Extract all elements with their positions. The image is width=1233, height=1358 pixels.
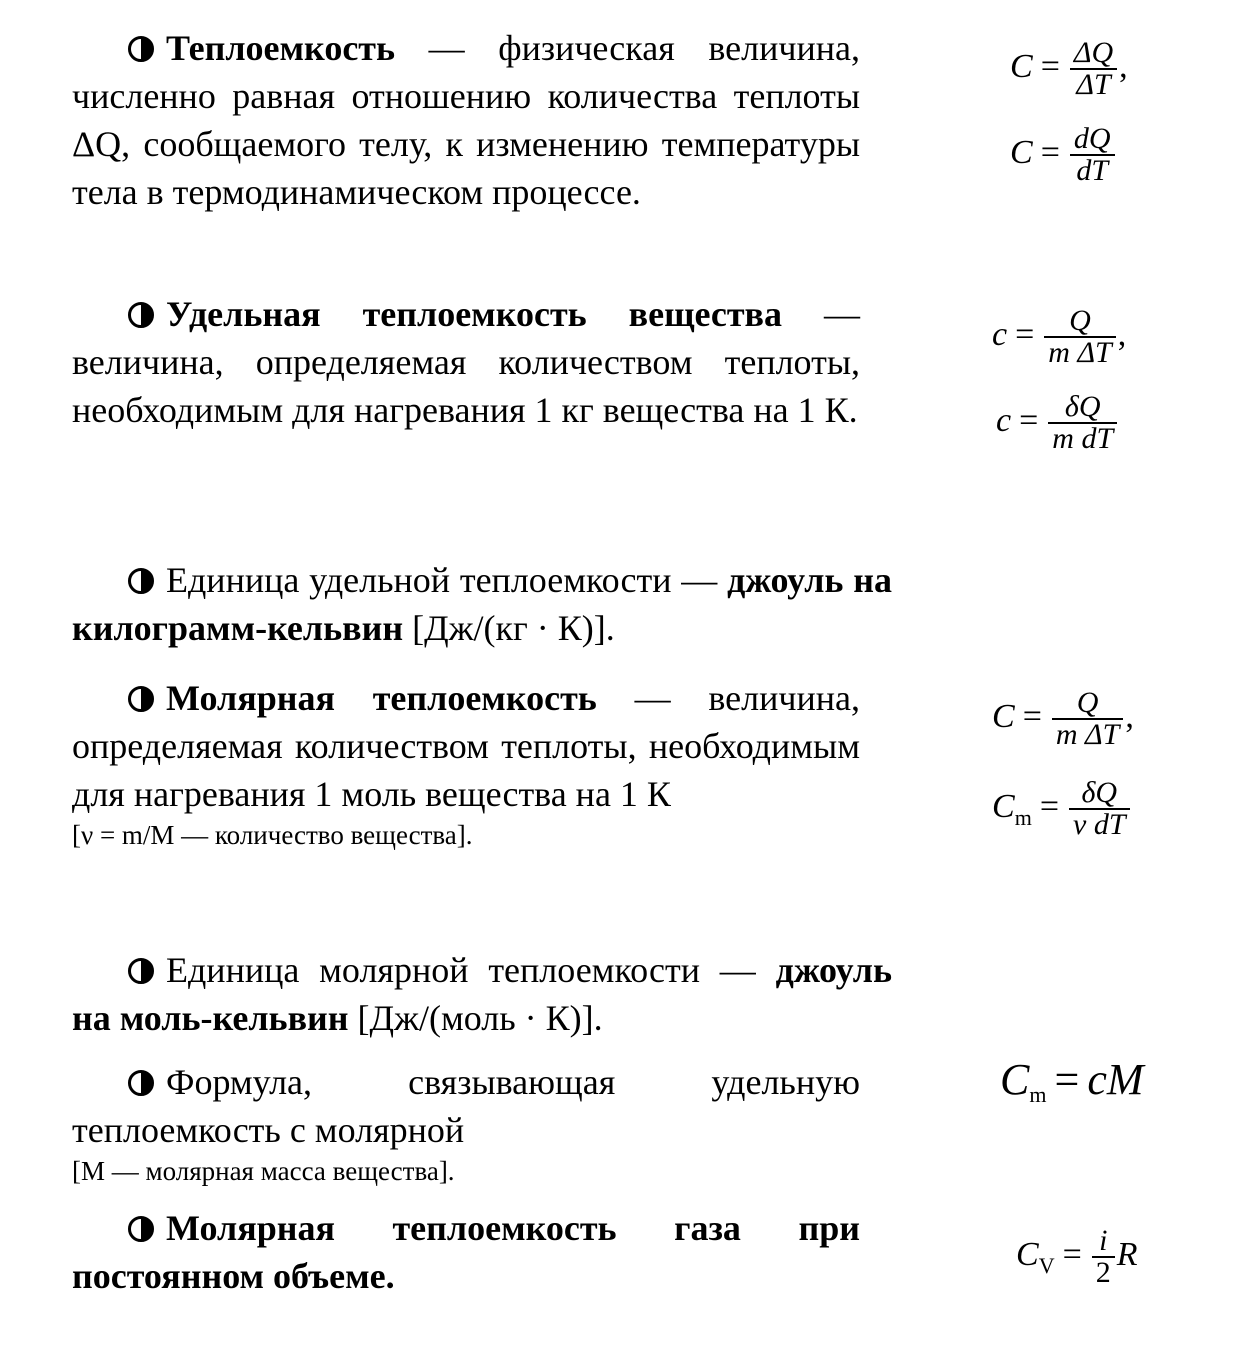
section-molar-heat	[72, 674, 860, 852]
term: Молярная теплоемкость газа при постоянном объеме.	[72, 1208, 860, 1296]
formula-molar-heat: C = $\frac{Q}{\text{m ΔT}}$ ,	[992, 686, 1134, 751]
lead-text: Формула, связывающая удельную теплоемкость с молярной	[72, 1062, 860, 1150]
section-specific-heat	[72, 290, 860, 434]
unit-symbol: [Дж/(моль · К)].	[348, 998, 603, 1038]
half-circle-bullet-icon	[128, 1070, 154, 1096]
definition-text: — величина, определяемая количеством теплоты, необходимым для нагревания 1 кг вещества на 1 К.	[72, 294, 860, 430]
formula-specific-heat-diff: c = $\frac{\delta Q}{\text{m dT}}$	[996, 392, 1119, 454]
formula-molar-heat-diff: $C_m$ = $\frac{\delta Q}{\text{ν dT}}$	[992, 778, 1132, 840]
formula-cm-equals-cM: $C_m$ = cM	[1000, 1055, 1144, 1107]
section-molar-heat-unit	[72, 946, 892, 1042]
section-relation-formula	[72, 1058, 860, 1188]
term: Теплоемкость	[166, 28, 396, 68]
section-heat-capacity	[72, 24, 860, 216]
formula-heat-capacity: C = $\frac{\Delta Q}{\Delta T}$ ,	[1010, 36, 1128, 101]
unit-name: джоуль на килограмм-кельвин	[72, 560, 892, 648]
half-circle-bullet-icon	[128, 1216, 154, 1242]
formula-cv: $C_V$ = $\frac{i}{2}$ R	[1016, 1224, 1138, 1289]
section-gas-molar-heat	[72, 1204, 860, 1300]
term: Удельная теплоемкость вещества	[166, 294, 782, 334]
definition-text: — величина, определяемая количеством теплоты, необходимым для нагревания 1 моль вещества на 1 К	[72, 678, 860, 814]
note: [M — молярная масса вещества].	[72, 1156, 455, 1186]
lead-text: Единица удельной теплоемкости —	[166, 560, 728, 600]
note: [ν = m/M — количество вещества].	[72, 820, 473, 850]
half-circle-bullet-icon	[128, 958, 154, 984]
formula-heat-capacity-diff: C = $\frac{dQ}{dT}$	[1010, 124, 1117, 186]
half-circle-bullet-icon	[128, 686, 154, 712]
half-circle-bullet-icon	[128, 302, 154, 328]
formula-specific-heat: c = $\frac{Q}{\text{m ΔT}}$ ,	[992, 304, 1127, 369]
half-circle-bullet-icon	[128, 568, 154, 594]
unit-symbol: [Дж/(кг · К)].	[403, 608, 615, 648]
half-circle-bullet-icon	[128, 36, 154, 62]
section-specific-heat-unit	[72, 556, 892, 652]
unit-name: джоуль на моль-кельвин	[72, 950, 892, 1038]
lead-text: Единица молярной теплоемкости —	[166, 950, 776, 990]
term: Молярная теплоемкость	[166, 678, 597, 718]
definition-text: — физическая величина, численно равная отношению количества теплоты ΔQ, сообщаемого телу, к изменению температуры тела в термодинамическом процессе.	[72, 28, 860, 212]
